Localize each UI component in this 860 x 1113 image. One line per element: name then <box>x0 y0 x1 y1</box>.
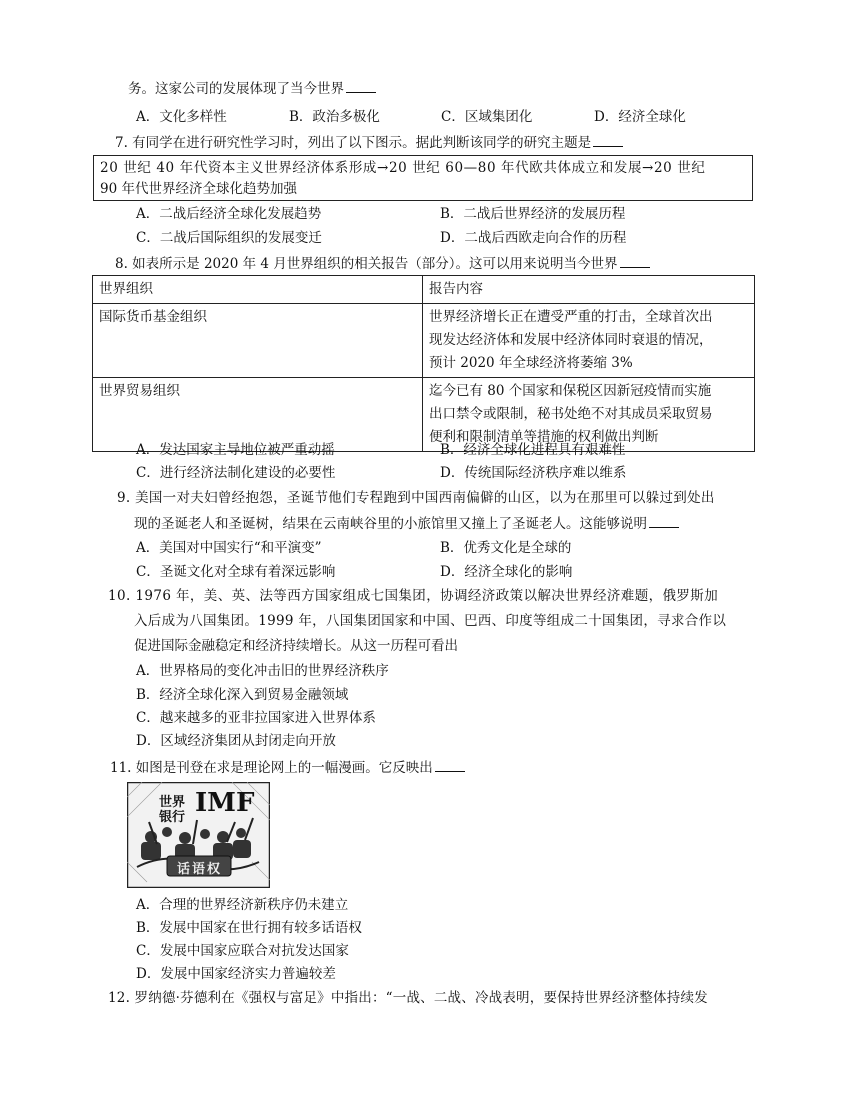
content-line: 迄今已有 80 个国家和保税区因新冠疫情而实施 <box>429 383 712 399</box>
q7-option-c[interactable]: C．二战后国际组织的发展变迁 <box>136 230 322 246</box>
q6-option-c[interactable]: C．区域集团化 <box>441 109 533 125</box>
q6-option-d[interactable]: D．经济全球化 <box>594 109 686 125</box>
q11-option-b[interactable]: B．发展中国家在世行拥有较多话语权 <box>136 920 362 936</box>
cartoon-image <box>127 782 270 888</box>
q12-stem-line-1: 12. 罗纳德·芬德利在《强权与富足》中指出：“一战、二战、冷战表明，要保持世界经济整体持续发 <box>108 990 708 1006</box>
q11-option-a[interactable]: A．合理的世界经济新秩序仍未建立 <box>136 897 349 913</box>
answer-blank <box>346 78 376 93</box>
q9-option-d[interactable]: D．经济全球化的影响 <box>440 564 573 580</box>
q11-option-c[interactable]: C．发展中国家应联合对抗发达国家 <box>136 943 349 959</box>
q6-option-b[interactable]: B．政治多极化 <box>289 109 380 125</box>
answer-blank <box>620 253 650 268</box>
q7-option-d[interactable]: D．二战后西欧走向合作的历程 <box>440 230 627 246</box>
q10-stem-line-2: 入后成为八国集团。1999 年，八国集团国家和中国、巴西、印度等组成二十国集团，寻求合作以 <box>134 613 727 629</box>
table-header-row <box>93 276 755 304</box>
answer-blank <box>593 132 623 147</box>
q11-stem: 11. 如图是刊登在求是理论网上的一幅漫画。它反映出 <box>110 757 465 778</box>
q6-option-a[interactable]: A．文化多样性 <box>136 109 227 125</box>
table-cell-content <box>423 304 755 378</box>
content-line: 世界经济增长正在遭受严重的打击，全球首次出 <box>429 309 713 325</box>
q7-box-line-1: 20 世纪 40 年代资本主义世界经济体系形成→20 世纪 60—80 年代欧共体成立和发展→20 世纪 <box>100 160 706 176</box>
q10-option-c[interactable]: C．越来越多的亚非拉国家进入世界体系 <box>136 710 376 726</box>
q10-option-a[interactable]: A．世界格局的变化冲击旧的世界经济秩序 <box>136 663 389 679</box>
q9-stem-line-2: 现的圣诞老人和圣诞树，结果在云南峡谷里的小旅馆里又撞上了圣诞老人。这能够说明 <box>134 513 679 534</box>
q8-option-c[interactable]: C．进行经济法制化建设的必要性 <box>136 465 336 481</box>
q6-stem-tail: 务。这家公司的发展体现了当今世界 <box>128 78 376 99</box>
table-cell-org: 世界贸易组织 <box>93 378 423 452</box>
answer-blank <box>649 513 679 528</box>
q10-stem-line-1: 10. 1976 年，美、英、法等西方国家组成七国集团，协调经济政策以解决世界经济难题，俄罗斯加 <box>108 588 719 604</box>
q8-option-b[interactable]: B．经济全球化进程具有艰难性 <box>440 442 626 458</box>
answer-blank <box>435 757 465 772</box>
q10-stem-line-3: 促进国际金融稳定和经济持续增长。从这一历程可看出 <box>134 638 458 654</box>
q7-option-b[interactable]: B．二战后世界经济的发展历程 <box>440 206 626 222</box>
cartoon-label-world: 世界 <box>159 795 186 810</box>
content-line: 便利和限制清单等措施的权利做出判断 <box>429 429 659 445</box>
q7-diagram-box <box>93 155 753 201</box>
content-line: 出口禁令或限制，秘书处绝不对其成员采取贸易 <box>429 406 713 422</box>
q9-option-a[interactable]: A．美国对中国实行“和平演变” <box>136 540 322 556</box>
q9-stem-line-1: 9. 美国一对夫妇曾经抱怨，圣诞节他们专程跑到中国西南偏僻的山区，以为在那里可以躲过到处出 <box>117 490 715 506</box>
q7-option-a[interactable]: A．二战后经济全球化发展趋势 <box>136 206 322 222</box>
table-row <box>93 304 755 378</box>
content-line: 预计 2020 年全球经济将萎缩 3% <box>429 355 633 371</box>
table-cell-org: 国际货币基金组织 <box>93 304 423 378</box>
q9-option-b[interactable]: B．优秀文化是全球的 <box>440 540 572 556</box>
q8-option-d[interactable]: D．传统国际经济秩序难以维系 <box>440 465 627 481</box>
q7-box-line-2: 90 年代世界经济全球化趋势加强 <box>100 181 297 197</box>
table-header-org: 世界组织 <box>93 276 423 304</box>
cartoon-banner-text: 话语权 <box>177 862 223 877</box>
q8-report-table <box>92 275 755 452</box>
table-header-content: 报告内容 <box>423 276 755 304</box>
q9-option-c[interactable]: C．圣诞文化对全球有着深远影响 <box>136 564 336 580</box>
content-line: 现发达经济体和发展中经济体同时衰退的情况， <box>429 332 713 348</box>
q10-option-b[interactable]: B．经济全球化深入到贸易金融领域 <box>136 687 349 703</box>
q8-stem: 8. 如表所示是 2020 年 4 月世界组织的相关报告（部分）。这可以用来说明当今世界 <box>115 253 650 274</box>
q10-option-d[interactable]: D．区域经济集团从封闭走向开放 <box>136 733 336 749</box>
q8-option-a[interactable]: A．发达国家主导地位被严重动摇 <box>136 442 335 458</box>
cartoon-label-bank: 银行 <box>159 810 186 825</box>
q7-stem: 7. 有同学在进行研究性学习时，列出了以下图示。据此判断该同学的研究主题是 <box>115 132 623 153</box>
q11-option-d[interactable]: D．发展中国家经济实力普遍较差 <box>136 966 336 982</box>
cartoon-label-imf: IMF <box>195 788 255 818</box>
